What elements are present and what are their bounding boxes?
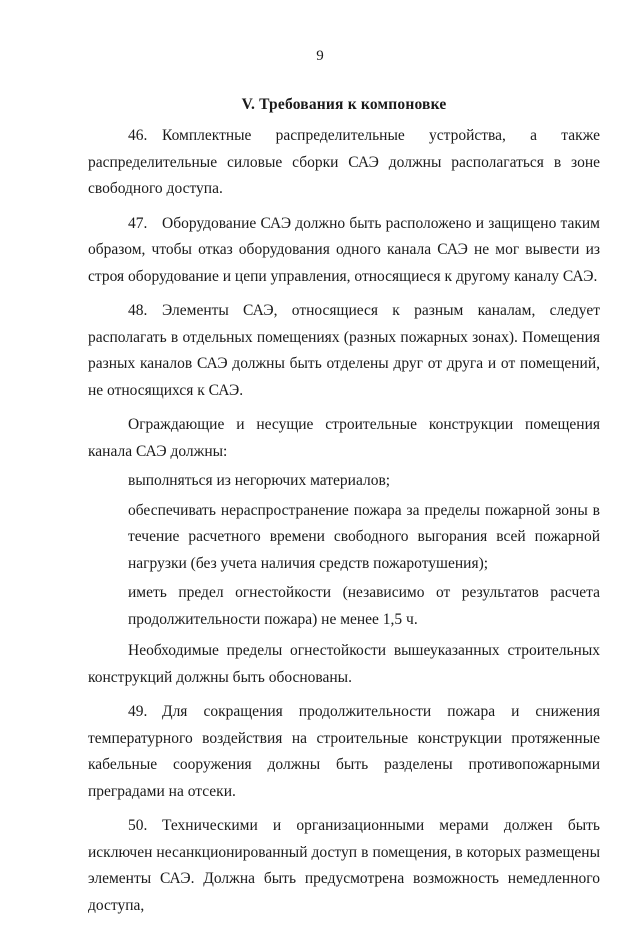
clause-48 [88, 298, 600, 404]
list-item-noncombustible: выполняться из негорючих материалов; [128, 472, 391, 489]
clause-number: 47. [128, 214, 148, 232]
page-number: 9 [316, 48, 324, 64]
clause-47 [88, 211, 600, 291]
paragraph-enclosing-structures: Ограждающие и несущие строительные конструкции помещения канала САЭ должны: [88, 416, 600, 460]
clause-number: 48. [128, 302, 148, 319]
clause-50 [88, 813, 600, 919]
clause-number: 49. [128, 703, 148, 720]
clause-text: Оборудование САЭ должно быть расположено и защищено таким образом, чтобы отказ оборудования одного канала САЭ не мог вывести из строя оборудование и цепи управления, относящиеся к другому каналу САЭ. [88, 214, 600, 285]
clause-text: Комплектные распределительные устройства, а также распределительные силовые сборки САЭ должны располагаться в зоне свободного доступа. [88, 127, 600, 197]
paragraph-justification: Необходимые пределы огнестойкости вышеуказанных строительных конструкций должны быть обоснованы. [88, 642, 600, 686]
clause-46 [88, 123, 600, 203]
clause-number: 50. [128, 817, 148, 834]
clause-49 [88, 699, 600, 805]
clause-number: 46. [128, 127, 148, 144]
clause-text: Техническими и организационными мерами должен быть исключен несанкционированный доступ в помещения, в которых размещены элементы САЭ. Должна быть предусмотрена возможность немедленного доступа, [88, 817, 600, 914]
section-title: V. Требования к компоновке [241, 96, 447, 113]
clause-text: Элементы САЭ, относящиеся к разным каналам, следует располагать в отдельных помещениях (разных пожарных зонах). Помещения разных каналов САЭ должны быть отделены друг от друга и от помещений, не относящихся к САЭ. [88, 302, 600, 399]
document-body [88, 123, 600, 927]
clause-text: Для сокращения продолжительности пожара и снижения температурного воздействия на строительные конструкции протяженные кабельные сооружения должны быть разделены противопожарными преградами на отсеки. [88, 703, 600, 800]
list-item-fire-resistance: иметь предел огнестойкости (независимо от результатов расчета продолжительности пожара) не менее 1,5 ч. [128, 584, 600, 628]
list-item-fire-spread: обеспечивать нераспространение пожара за пределы пожарной зоны в течение расчетного времени свободного выгорания всей пожарной нагрузки (без учета наличия средств пожаротушения); [128, 501, 600, 572]
